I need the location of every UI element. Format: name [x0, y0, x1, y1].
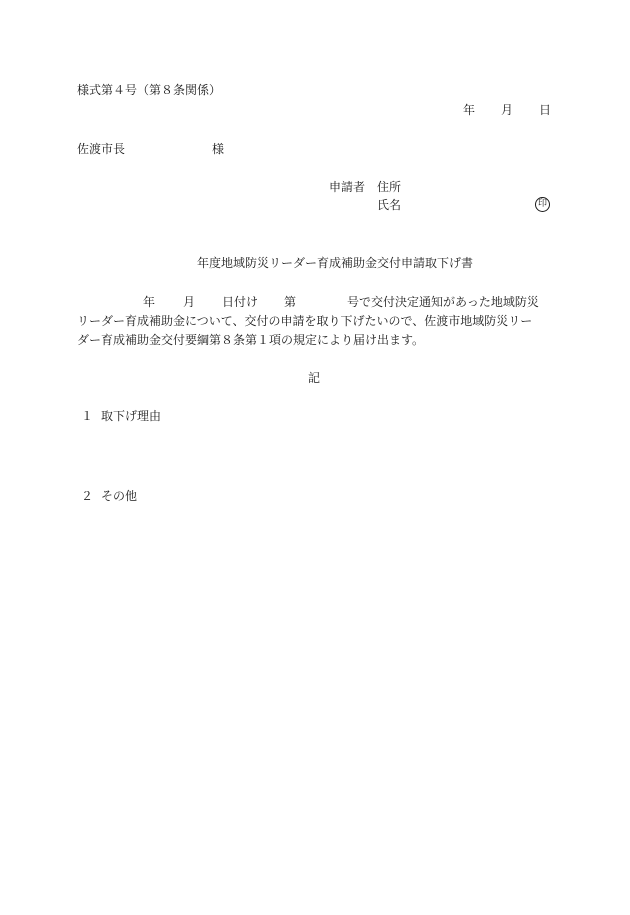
item-label: その他	[101, 489, 138, 503]
body-line-2: リーダー育成補助金について、交付の申請を取り下げたいので、佐渡市地域防災リー	[77, 314, 533, 328]
item-number: ２	[81, 489, 94, 503]
ki-heading: 記	[308, 371, 321, 385]
date-year-label: 年	[463, 103, 476, 117]
item-label: 取下げ理由	[101, 409, 162, 423]
body-line-3: ダー育成補助金交付要綱第８条第１項の規定により届け出ます。	[77, 333, 425, 347]
addressee-honorific: 様	[212, 142, 225, 156]
body-line-1-text: 号で交付決定通知があった地域防災	[347, 295, 539, 309]
body-number-label: 第	[284, 295, 297, 309]
body-month-label: 月	[183, 295, 196, 309]
date-month-label: 月	[501, 103, 514, 117]
addressee-name: 佐渡市長	[77, 142, 126, 156]
address-label: 住所	[377, 180, 402, 194]
item-number: １	[81, 409, 94, 423]
body-year-label: 年	[143, 295, 156, 309]
seal-icon: 印	[535, 197, 550, 212]
applicant-label: 申請者	[329, 180, 366, 194]
date-day-label: 日	[539, 103, 552, 117]
document-title: 年度地域防災リーダー育成補助金交付申請取下げ書	[197, 256, 474, 270]
name-label: 氏名	[377, 198, 402, 212]
form-number: 様式第４号（第８条関係）	[77, 83, 222, 97]
body-dated-label: 日付け	[222, 295, 259, 309]
